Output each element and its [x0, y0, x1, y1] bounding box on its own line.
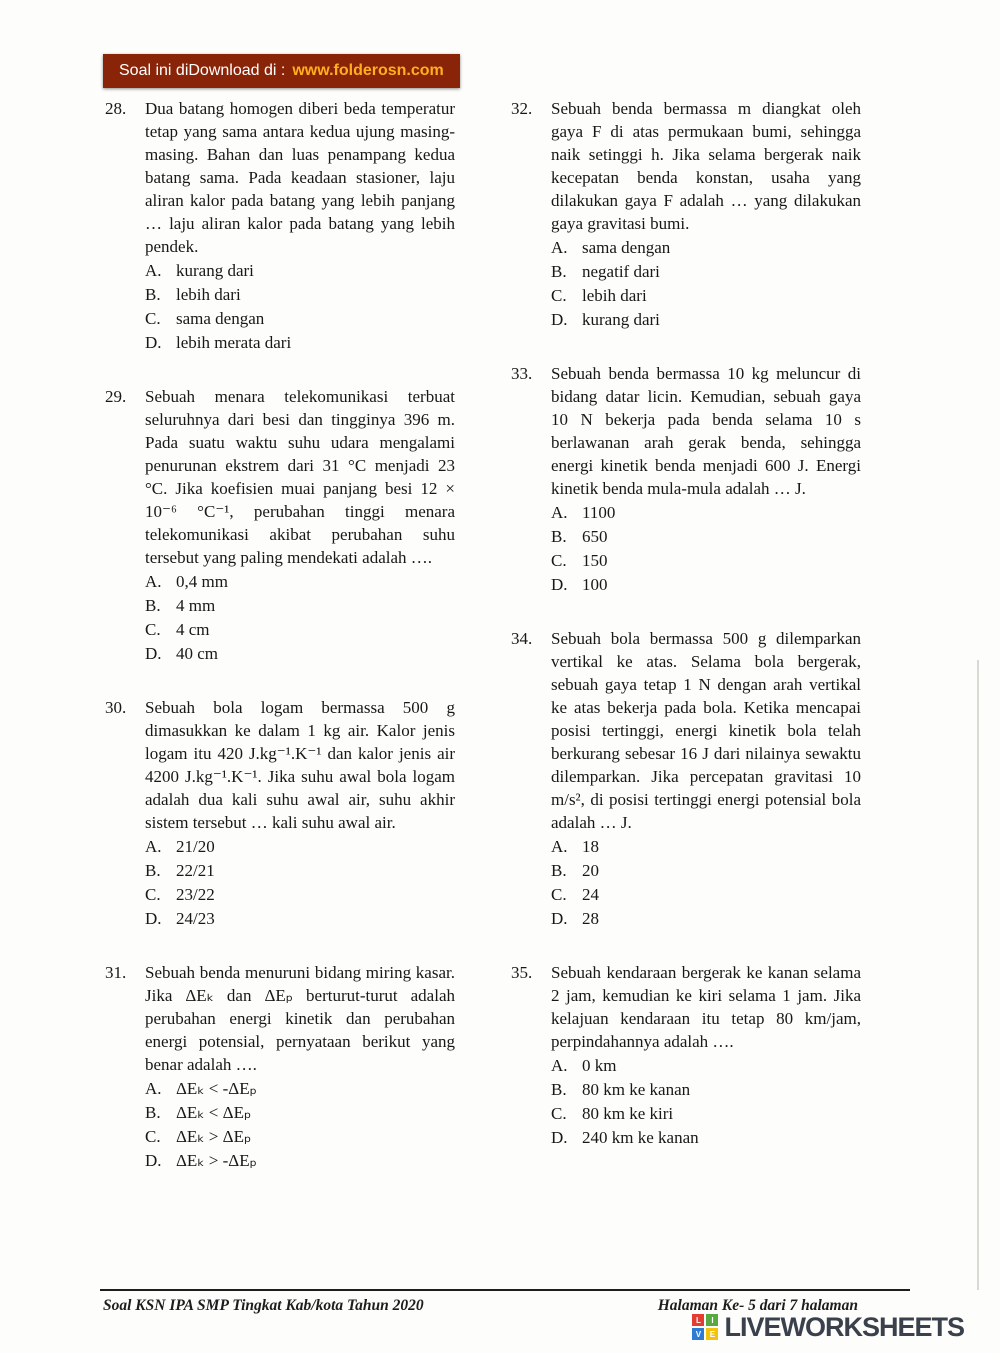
option-text: ΔEₖ < ΔEₚ [176, 1103, 252, 1122]
option-letter: A. [551, 1056, 568, 1075]
option-d [551, 1126, 861, 1150]
option-d [551, 573, 861, 597]
option-text: 24 [582, 885, 599, 904]
option-a [551, 236, 861, 260]
question-number: 29. [105, 387, 127, 406]
option-letter: A. [145, 572, 162, 591]
option-letter: B. [551, 527, 567, 546]
option-letter: A. [551, 238, 568, 257]
option-c [145, 618, 455, 642]
option-letter: D. [551, 575, 568, 594]
option-text: 22/21 [176, 861, 215, 880]
option-letter: D. [551, 310, 568, 329]
option-b [145, 283, 455, 307]
question-34 [511, 627, 861, 931]
option-text: kurang dari [176, 261, 254, 280]
download-url-link[interactable]: www.folderosn.com [292, 62, 444, 79]
question-number: 28. [105, 99, 127, 118]
question-number: 34. [511, 629, 533, 648]
option-letter: A. [145, 261, 162, 280]
option-text: lebih merata dari [176, 333, 292, 352]
logo-square-e: E [706, 1328, 718, 1340]
option-text: 240 km ke kanan [582, 1128, 699, 1147]
question-32 [511, 97, 861, 332]
option-b [145, 594, 455, 618]
option-letter: C. [551, 551, 567, 570]
option-text: 0,4 mm [176, 572, 228, 591]
option-letter: C. [145, 885, 161, 904]
option-d [551, 308, 861, 332]
option-letter: B. [551, 262, 567, 281]
option-a [551, 1054, 861, 1078]
option-text: 1100 [582, 503, 616, 522]
option-text: ΔEₖ > ΔEₚ [176, 1127, 252, 1146]
option-a [145, 835, 455, 859]
option-text: 100 [582, 575, 608, 594]
option-c [551, 549, 861, 573]
question-text: Sebuah menara telekomunikasi terbuat seluruhnya dari besi dan tingginya 396 m. Pada suatu waktu suhu udara mengalami penurunan ekstrem dari 31 °C menjadi 23 °C. Jika koefisien muai panjang besi 12 × 10⁻⁶ °C⁻¹, perubahan tinggi menara telekomunikasi akibat perubahan suhu tersebut yang paling mendekati adalah …. [145, 387, 455, 567]
option-letter: B. [145, 861, 161, 880]
logo-square-v: V [692, 1328, 704, 1340]
question-text: Sebuah benda bermassa m diangkat oleh gaya F di atas permukaan bumi, sehingga naik setinggi h. Jika selama bergerak naik kecepatan benda konstan, usaha yang dilakukan gaya F adalah … yang dilakukan gaya gravitasi bumi. [551, 99, 861, 233]
option-text: 4 mm [176, 596, 216, 615]
scan-artifact-line [977, 660, 979, 1290]
option-d [145, 1149, 455, 1173]
option-c [145, 307, 455, 331]
question-text: Dua batang homogen diberi beda temperatur tetap yang sama antara kedua ujung masing-masing. Bahan dan luas penampang kedua batang sama. Pada keadaan stasioner, laju aliran kalor pada batang yang lebih panjang … laju aliran kalor pada batang yang lebih pendek. [145, 99, 455, 256]
option-letter: C. [145, 620, 161, 639]
option-letter: B. [551, 1080, 567, 1099]
option-text: 23/22 [176, 885, 215, 904]
option-letter: D. [145, 1151, 162, 1170]
option-letter: D. [145, 333, 162, 352]
question-30 [105, 696, 455, 931]
option-a [145, 1077, 455, 1101]
question-columns [105, 97, 862, 1203]
option-b [551, 1078, 861, 1102]
option-letter: B. [145, 1103, 161, 1122]
option-text: 20 [582, 861, 599, 880]
download-banner-label: Soal ini diDownload di : [119, 62, 286, 79]
option-text: ΔEₖ > -ΔEₚ [176, 1151, 257, 1170]
option-letter: C. [551, 885, 567, 904]
option-text: 40 cm [176, 644, 219, 663]
option-d [551, 907, 861, 931]
option-letter: B. [551, 861, 567, 880]
option-a [145, 259, 455, 283]
option-letter: D. [145, 909, 162, 928]
option-text: sama dengan [582, 238, 671, 257]
liveworksheets-icon [692, 1314, 719, 1341]
question-29 [105, 385, 455, 666]
footer-exam-title: Soal KSN IPA SMP Tingkat Kab/kota Tahun 2020 [103, 1297, 424, 1314]
option-text: 80 km ke kanan [582, 1080, 691, 1099]
download-banner [103, 54, 460, 88]
question-text: Sebuah bola bermassa 500 g dilemparkan vertikal ke atas. Selama bola bergerak, sebuah gaya tetap 1 N dengan arah vertikal ke atas bekerja pada bola. Ketika mencapai posisi tertinggi, energi kinetik bola telah berkurang sebesar 16 J dari nilainya sewaktu dilemparkan. Jika percepatan gravitasi 10 m/s², di posisi tertinggi energi potensial bola adalah … J. [551, 629, 861, 832]
option-text: 0 km [582, 1056, 617, 1075]
footer-page-indicator: Halaman Ke- 5 dari 7 halaman [657, 1297, 858, 1314]
question-number: 32. [511, 99, 533, 118]
footer-divider [100, 1289, 910, 1291]
option-text: lebih dari [176, 285, 241, 304]
option-text: 28 [582, 909, 599, 928]
left-column [105, 97, 455, 1203]
option-letter: A. [145, 837, 162, 856]
question-text: Sebuah benda bermassa 10 kg meluncur di bidang datar licin. Kemudian, sebuah gaya 10 N bekerja pada benda selama 10 s berlawanan arah gerak benda, sehingga energi kinetik benda menjadi 600 J. Energi kinetik benda mula-mula adalah … J. [551, 364, 861, 498]
option-c [551, 1102, 861, 1126]
option-text: 150 [582, 551, 608, 570]
option-letter: A. [145, 1079, 162, 1098]
logo-square-i: I [706, 1314, 718, 1326]
question-number: 31. [105, 963, 127, 982]
question-28 [105, 97, 455, 355]
option-a [551, 835, 861, 859]
option-b [551, 260, 861, 284]
option-letter: D. [551, 1128, 568, 1147]
question-35 [511, 961, 861, 1150]
question-number: 35. [511, 963, 533, 982]
option-c [551, 883, 861, 907]
option-a [145, 570, 455, 594]
option-text: 4 cm [176, 620, 210, 639]
option-text: 24/23 [176, 909, 215, 928]
option-letter: D. [551, 909, 568, 928]
option-letter: C. [145, 309, 161, 328]
option-text: ΔEₖ < -ΔEₚ [176, 1079, 257, 1098]
question-31 [105, 961, 455, 1173]
option-letter: A. [551, 503, 568, 522]
question-number: 30. [105, 698, 127, 717]
option-text: negatif dari [582, 262, 660, 281]
option-letter: C. [551, 1104, 567, 1123]
option-d [145, 331, 455, 355]
question-text: Sebuah bola logam bermassa 500 g dimasukkan ke dalam 1 kg air. Kalor jenis logam itu 420 J.kg⁻¹.K⁻¹ dan kalor jenis air 4200 J.kg⁻¹.K⁻¹. Jika suhu awal bola logam adalah dua kali suhu awal air, suhu akhir sistem tersebut … kali suhu awal air. [145, 698, 455, 832]
option-c [145, 1125, 455, 1149]
option-a [551, 501, 861, 525]
question-text: Sebuah kendaraan bergerak ke kanan selama 2 jam, kemudian ke kiri selama 1 jam. Jika kelajuan kendaraan itu tetap 80 km/jam, perpindahannya adalah …. [551, 963, 861, 1051]
option-b [551, 525, 861, 549]
option-b [551, 859, 861, 883]
option-c [145, 883, 455, 907]
option-d [145, 907, 455, 931]
option-b [145, 1101, 455, 1125]
option-text: 650 [582, 527, 608, 546]
option-letter: A. [551, 837, 568, 856]
option-letter: B. [145, 285, 161, 304]
question-33 [511, 362, 861, 597]
question-number: 33. [511, 364, 533, 383]
option-letter: C. [551, 286, 567, 305]
option-text: lebih dari [582, 286, 647, 305]
liveworksheets-wordmark: LIVEWORKSHEETS [724, 1312, 964, 1342]
option-text: 21/20 [176, 837, 215, 856]
right-column [511, 97, 861, 1203]
liveworksheets-logo[interactable] [692, 1312, 964, 1343]
logo-square-l: L [692, 1314, 704, 1326]
option-d [145, 642, 455, 666]
option-letter: D. [145, 644, 162, 663]
option-b [145, 859, 455, 883]
option-text: 80 km ke kiri [582, 1104, 674, 1123]
option-text: sama dengan [176, 309, 265, 328]
question-text: Sebuah benda menuruni bidang miring kasar. Jika ΔEₖ dan ΔEₚ berturut-turut adalah perubahan energi kinetik dan perubahan energi potensial, pernyataan berikut yang benar adalah …. [145, 963, 455, 1074]
option-c [551, 284, 861, 308]
option-letter: B. [145, 596, 161, 615]
option-text: kurang dari [582, 310, 660, 329]
option-text: 18 [582, 837, 599, 856]
option-letter: C. [145, 1127, 161, 1146]
